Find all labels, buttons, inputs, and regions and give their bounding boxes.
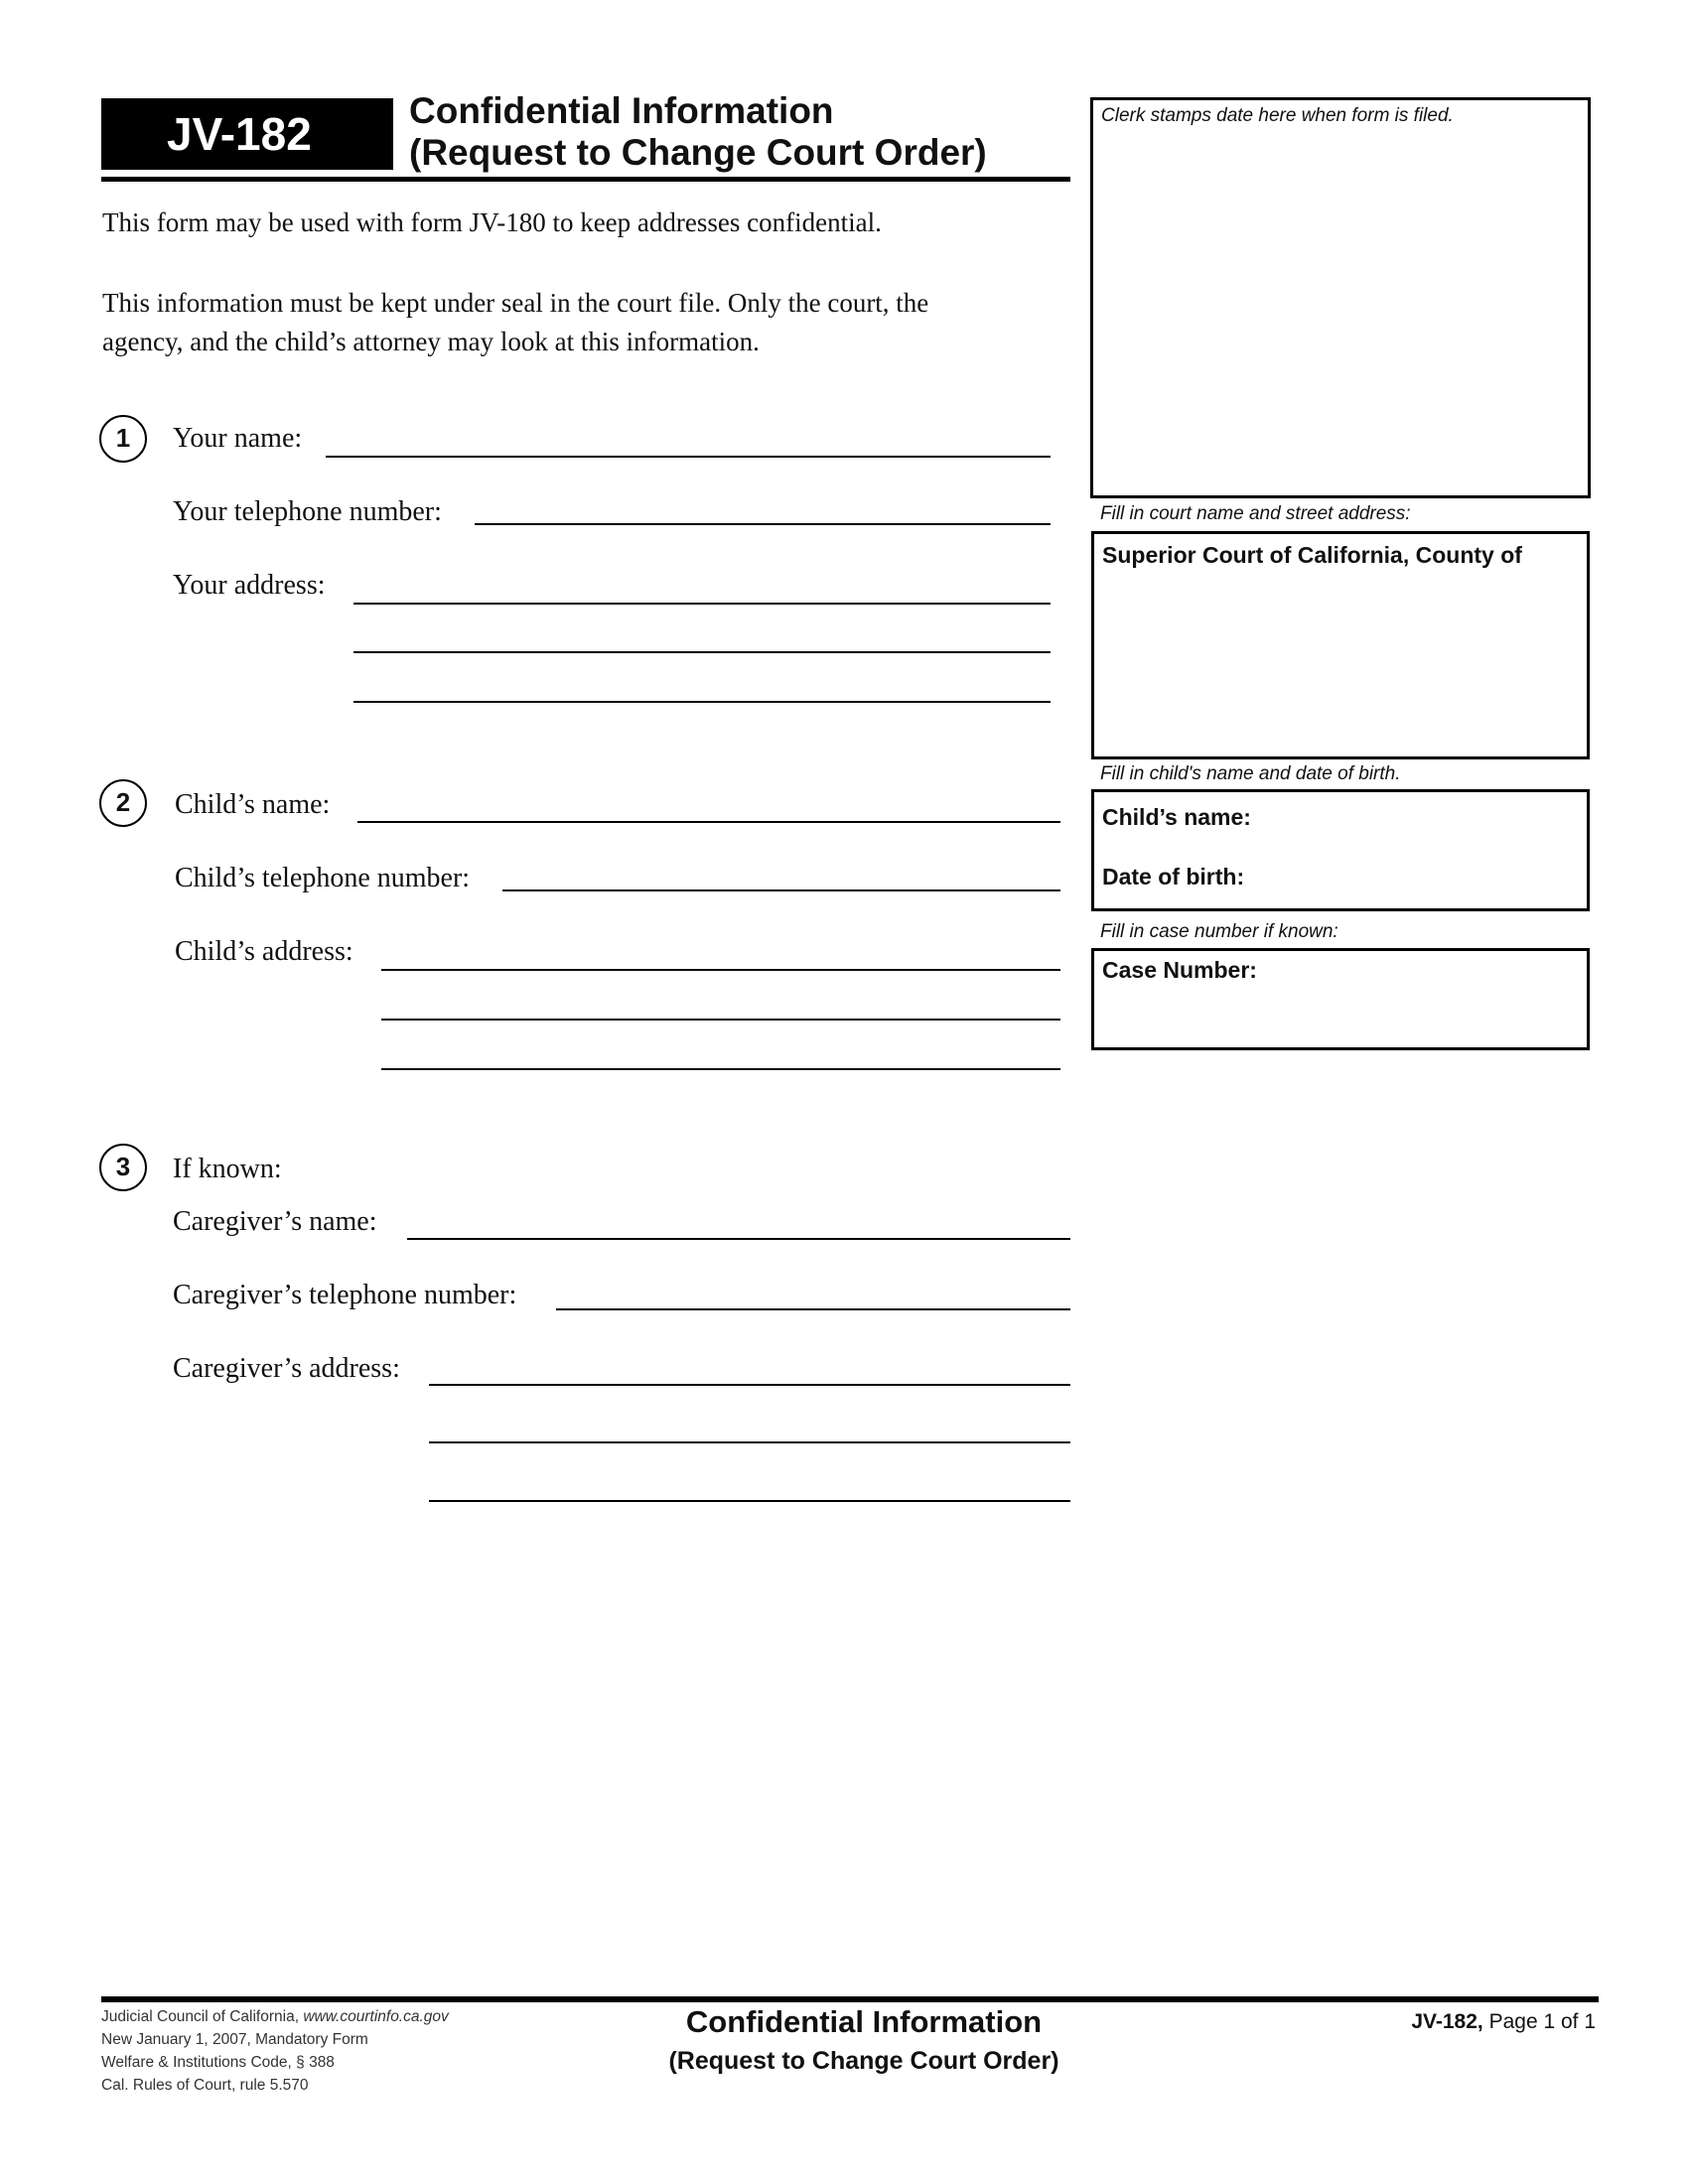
footer-title-line2: (Request to Change Court Order): [668, 2047, 1059, 2075]
child-address-field-3[interactable]: [381, 1068, 1060, 1070]
child-address-label: Child’s address:: [175, 936, 353, 967]
your-address-field-3[interactable]: [353, 701, 1051, 703]
child-info-box[interactable]: [1091, 789, 1590, 911]
caregiver-name-label: Caregiver’s name:: [173, 1206, 377, 1237]
your-address-field-2[interactable]: [353, 651, 1051, 653]
footer-page-info: Page 1 of 1: [1488, 2010, 1596, 2033]
case-number-note: Fill in case number if known:: [1100, 921, 1338, 942]
caregiver-address-label: Caregiver’s address:: [173, 1353, 400, 1384]
footer-divider: [101, 1996, 1599, 2002]
your-name-label: Your name:: [173, 423, 303, 454]
child-name-label: Child’s name:: [175, 789, 331, 820]
intro-paragraph-2-line2: agency, and the child’s attorney may look at this information.: [102, 327, 760, 356]
caregiver-name-field[interactable]: [407, 1238, 1070, 1240]
header-divider: [101, 177, 1070, 182]
footer-new-date: New January 1, 2007, Mandatory Form: [101, 2031, 368, 2048]
clerk-stamp-box: [1090, 97, 1591, 498]
footer-form-ref: JV-182,: [1411, 2010, 1483, 2033]
form-title-line1: Confidential Information: [409, 90, 834, 131]
your-phone-label: Your telephone number:: [173, 496, 442, 527]
caregiver-address-field-2[interactable]: [429, 1441, 1070, 1443]
section-3-number: 3: [99, 1144, 147, 1191]
intro-paragraph-1: This form may be used with form JV-180 to keep addresses confidential.: [102, 207, 882, 237]
section-1-number: 1: [99, 415, 147, 463]
child-address-field-1[interactable]: [381, 969, 1060, 971]
footer-code: Welfare & Institutions Code, § 388: [101, 2054, 335, 2071]
footer-title-line1: Confidential Information: [685, 2004, 1043, 2039]
clerk-stamp-note: Clerk stamps date here when form is filed.: [1101, 105, 1454, 126]
child-info-note: Fill in child's name and date of birth.: [1100, 763, 1401, 784]
your-name-field[interactable]: [326, 456, 1051, 458]
child-address-field-2[interactable]: [381, 1019, 1060, 1021]
caregiver-phone-label: Caregiver’s telephone number:: [173, 1280, 517, 1310]
court-name-text: Superior Court of California, County of: [1102, 542, 1522, 568]
footer-council-url[interactable]: www.courtinfo.ca.gov: [303, 2008, 449, 2025]
sidebar-child-name-label: Child’s name:: [1102, 804, 1251, 830]
if-known-label: If known:: [173, 1154, 282, 1184]
form-title-line2: (Request to Change Court Order): [409, 132, 987, 173]
child-phone-field[interactable]: [502, 889, 1060, 891]
section-2-number: 2: [99, 779, 147, 827]
case-number-label: Case Number:: [1102, 957, 1257, 983]
footer-council-prefix: Judicial Council of California,: [101, 2008, 300, 2025]
your-phone-field[interactable]: [475, 523, 1051, 525]
your-address-field-1[interactable]: [353, 603, 1051, 605]
child-phone-label: Child’s telephone number:: [175, 863, 471, 893]
court-name-note: Fill in court name and street address:: [1100, 503, 1411, 524]
case-number-box[interactable]: [1091, 948, 1590, 1050]
footer-council-line: [101, 2005, 449, 2028]
your-address-label: Your address:: [173, 570, 326, 601]
court-name-box[interactable]: [1091, 531, 1590, 759]
child-name-field[interactable]: [357, 821, 1060, 823]
caregiver-address-field-1[interactable]: [429, 1384, 1070, 1386]
caregiver-phone-field[interactable]: [556, 1308, 1070, 1310]
footer-page-ref: [1411, 2009, 1596, 2035]
caregiver-address-field-3[interactable]: [429, 1500, 1070, 1502]
intro-paragraph-2-line1: This information must be kept under seal in the court file. Only the court, the: [102, 288, 929, 318]
sidebar-dob-label: Date of birth:: [1102, 864, 1245, 889]
footer-rules: Cal. Rules of Court, rule 5.570: [101, 2077, 309, 2094]
form-number-badge: JV-182: [101, 98, 393, 170]
